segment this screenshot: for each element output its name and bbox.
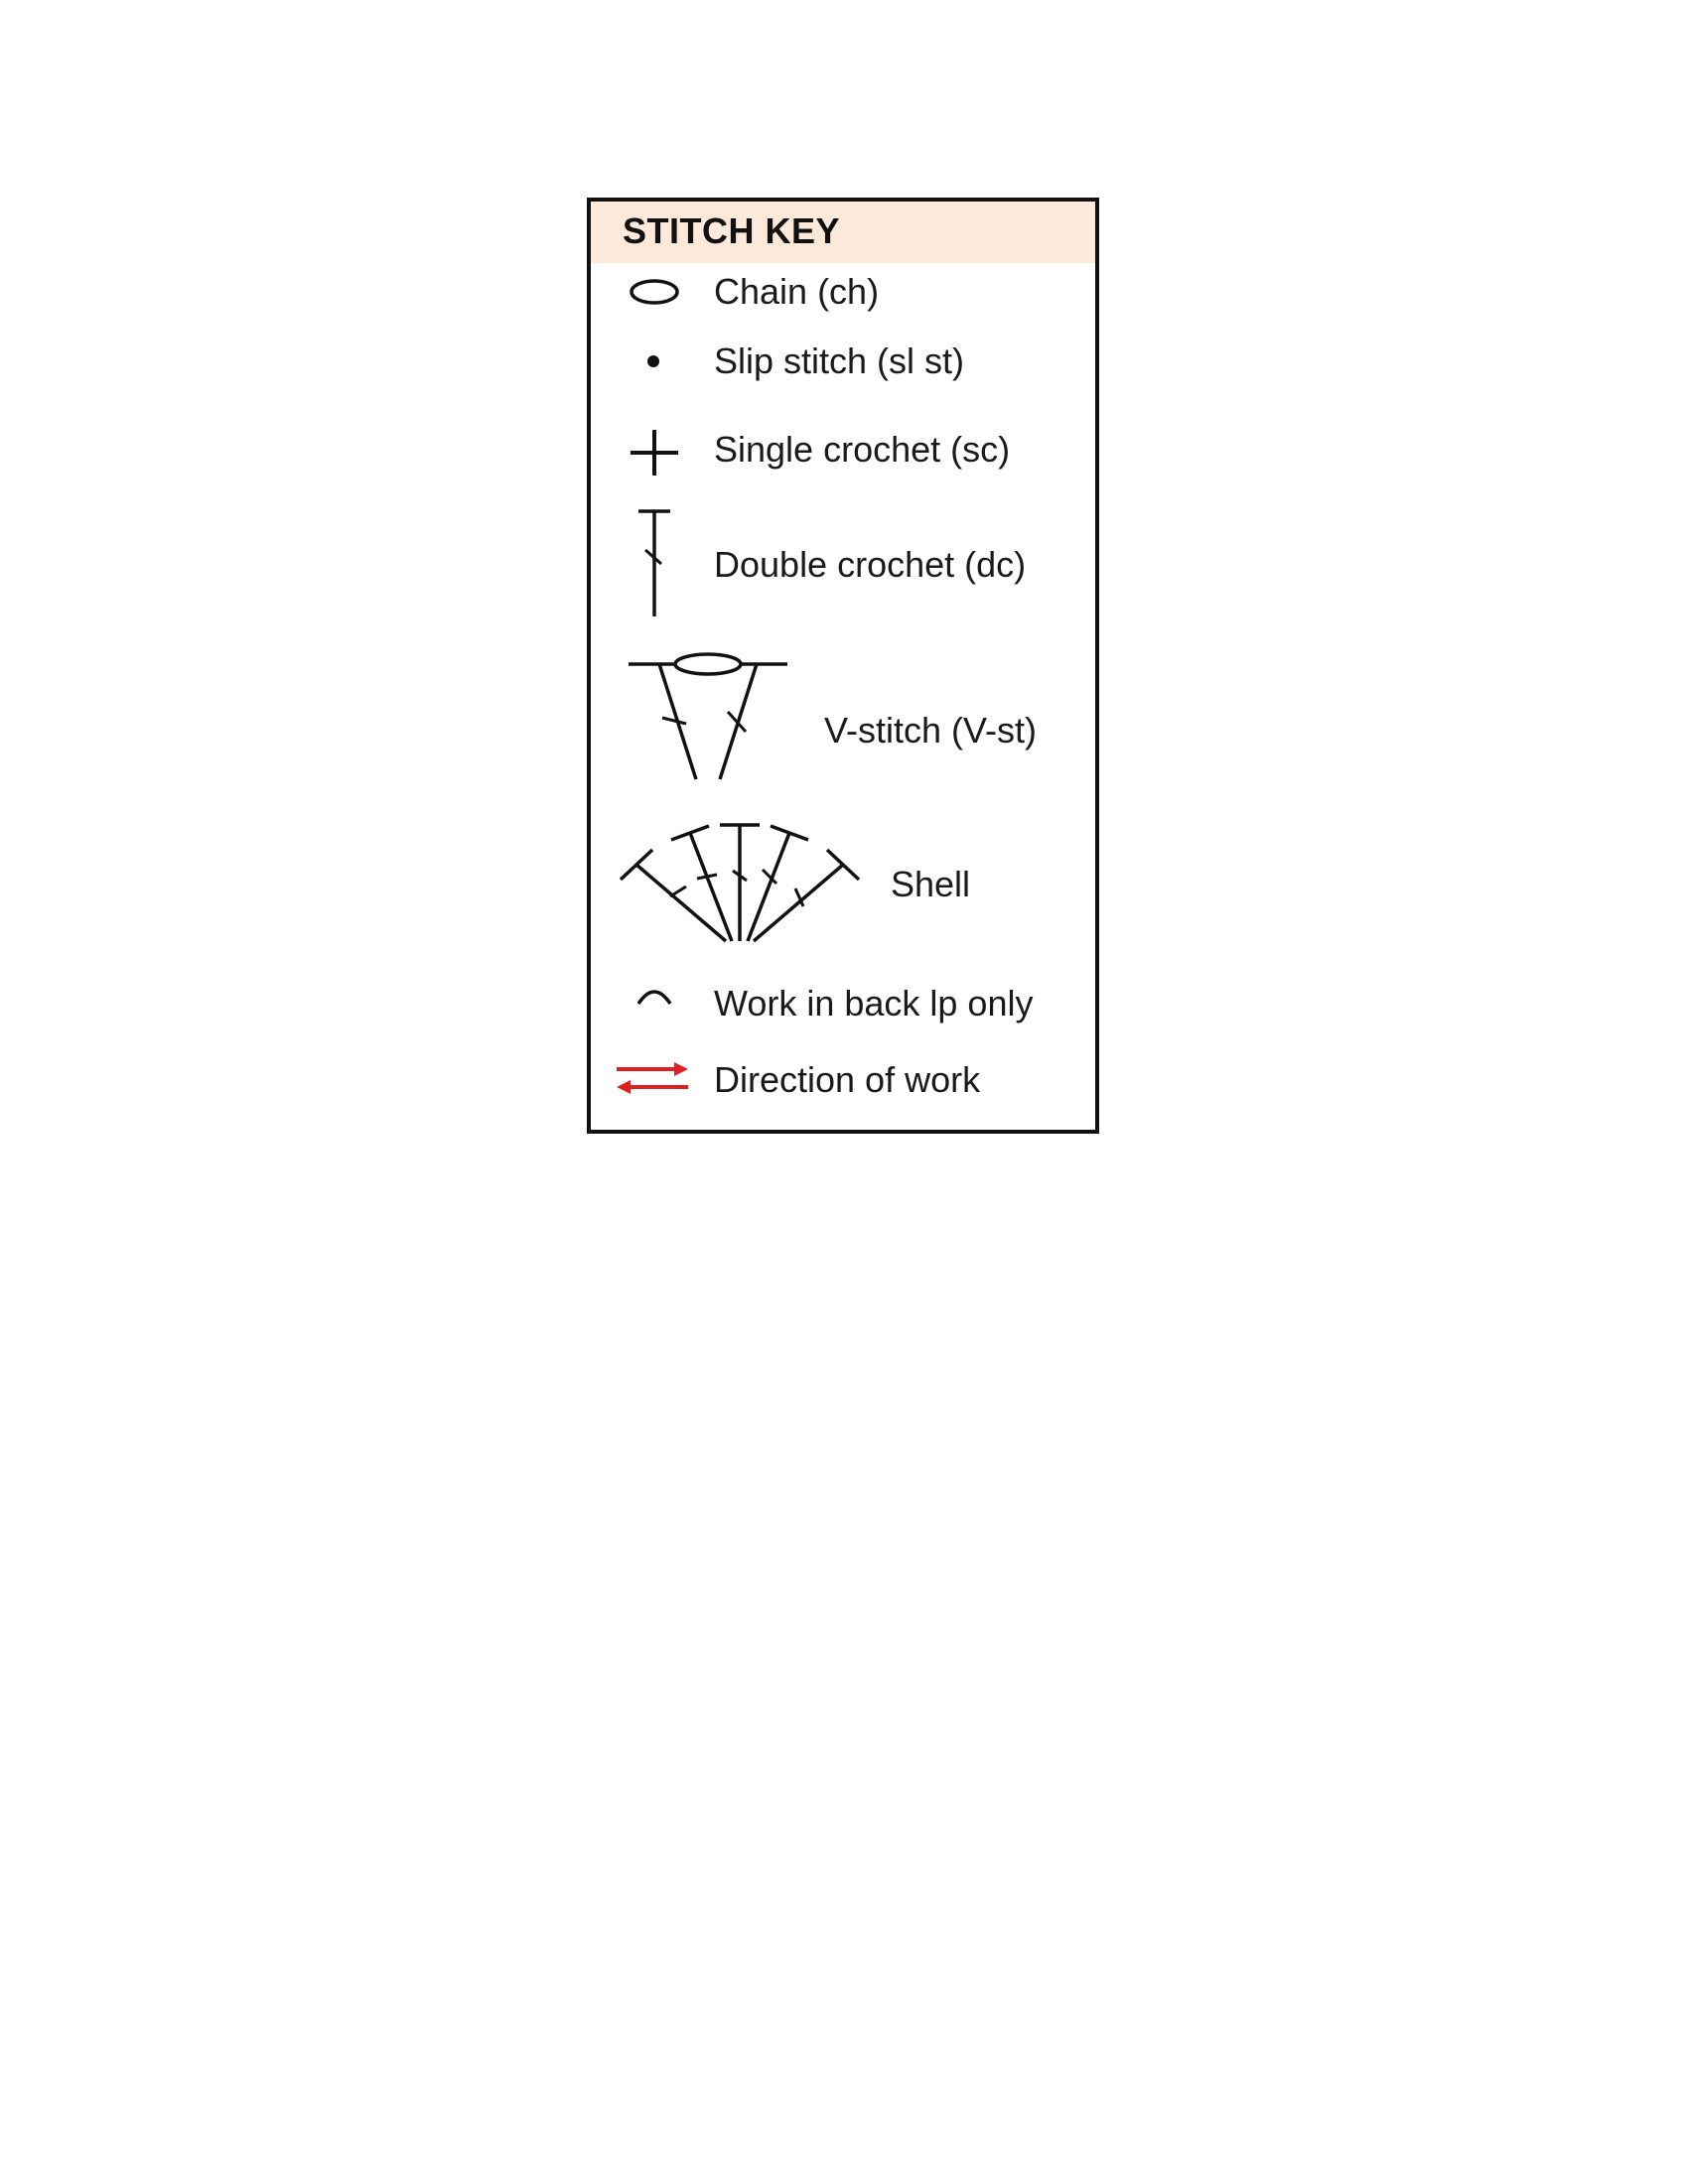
- v-stitch-icon: [625, 648, 791, 787]
- back-loop-arc-icon: [631, 982, 678, 1008]
- single-crochet-label: Single crochet (sc): [714, 429, 1011, 470]
- direction-arrows-icon: [613, 1057, 692, 1099]
- stitch-key-title: STITCH KEY: [623, 210, 841, 251]
- stitch-key-header: [591, 202, 1095, 263]
- back-loop-label: Work in back lp only: [714, 983, 1034, 1024]
- double-crochet-label: Double crochet (dc): [714, 544, 1027, 585]
- double-crochet-icon: [631, 505, 678, 622]
- shell-label: Shell: [891, 864, 971, 904]
- chain-oval-icon: [627, 277, 682, 307]
- slip-stitch-dot-icon: [640, 348, 666, 374]
- stitch-key-legend: [587, 198, 1099, 1134]
- direction-of-work-label: Direction of work: [714, 1059, 981, 1100]
- chain-label: Chain (ch): [714, 271, 880, 312]
- shell-icon: [615, 817, 865, 946]
- single-crochet-cross-icon: [627, 426, 682, 479]
- v-stitch-label: V-stitch (V-st): [824, 710, 1038, 751]
- slip-stitch-label: Slip stitch (sl st): [714, 341, 965, 381]
